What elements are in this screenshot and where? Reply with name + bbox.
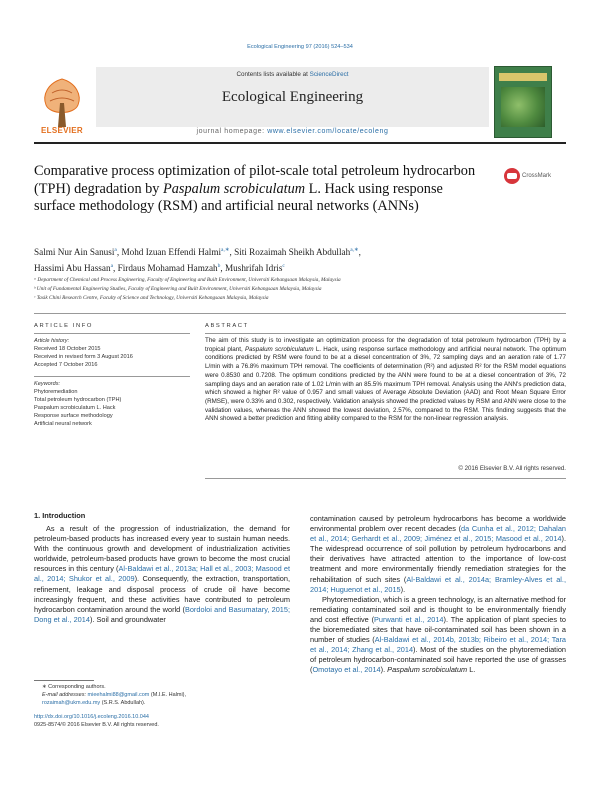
publisher-logo-text: ELSEVIER [41, 126, 83, 135]
citation-link[interactable]: da Cunha et al., 2012; Dahalan et al., 2014; Gerhardt et al., 2009; Jiménez et al., 2015; Masood et al., 2014 [310, 524, 566, 544]
cover-title-band [499, 73, 547, 81]
article-title [34, 163, 484, 216]
intro-text: ). [400, 584, 406, 594]
title-part-3: L. Hack using response surface methodology (RSM) and artificial neural networks (ANNs) [34, 180, 443, 214]
contents-line [96, 71, 489, 78]
crossmark-button[interactable] [500, 166, 560, 192]
history-received: Received 18 October 2015 [34, 346, 101, 352]
article-history [34, 337, 194, 369]
intro-text: ). [380, 665, 388, 675]
affiliation-divider [34, 313, 566, 314]
journal-title: Ecological Engineering [221, 89, 364, 105]
citation-link[interactable]: Al-Baldawi et al., 2014b, 2013b; Ribeiro et al., 2014; Tara et al., 2014; Zhang et al., 2014 [310, 635, 567, 655]
title-part-1: Comparative process optimization of pilot-scale total petroleum hydrocarbon (TPH) degradation by [34, 163, 476, 197]
keyword: Total petroleum hydrocarbon (TPH) [34, 397, 122, 403]
intro-text: ). The widespread occurrence of soil pollution by petroleum hydrocarbons and their derivatives have attracted attention to the importance of low-cost treatment and more environmentally friendly remediation strategies for the rehabilitation of such sites ( [310, 534, 566, 584]
author-name[interactable]: Mushrifah Idris [224, 263, 283, 274]
history-revised: Received in revised form 3 August 2016 [34, 354, 133, 360]
intro-text: L. [467, 665, 476, 675]
keywords-label: Keywords: [34, 381, 61, 387]
cover-picture [501, 87, 545, 127]
citation-link[interactable]: Al-Baldawi et al., 2013a; Hall et al., 2003; Masood et al., 2014; Shukor et al., 2009 [34, 564, 291, 584]
abstract-species: Paspalum scrobiculatum [244, 345, 314, 353]
keyword: Phytoremediation [34, 389, 78, 395]
intro-paragraph [310, 514, 566, 595]
keyword: Artificial neural network [34, 421, 92, 427]
abstract-part-1: The aim of this study is to investigate an optimization process for the degradation of total petroleum hydrocarbon (TPH) by a tropical plant, [205, 337, 566, 353]
abstract-heading: ABSTRACT [205, 323, 249, 329]
intro-text: ). Consequently, the extraction, transportation, refinement, leakage and disposal process of crude oil have become increasingly frequent, and these activities have contributed to petroleum hydrocarbon contamination around the world ( [34, 574, 290, 614]
author-list: Salmi Nur Ain Sanusi$^a$, Mohd Izuan Effendi Halmi$^{a,∗}$, Siti Rozaimah Sheikh Abdullah$^{a,∗}$, Hassimi Abu Hassan$^a$, Firdaus Mohamad Hamzah$^b$, Mushrifah Idris$^c$ [34, 247, 361, 274]
intro-species: Paspalum scrobiculatum [387, 665, 468, 675]
author-name[interactable]: Siti Rozaimah Sheikh Abdullah [234, 247, 351, 258]
intro-text: ). Most of the studies on the phytoremediation of petroleum hydrocarbon-contaminated soil have reported the use of grasses ( [310, 645, 567, 675]
affiliation-a: ᵃ Department of Chemical and Process Engineering, Faculty of Engineering and Built Environment, Universiti Kebangsaan Malaysia, Malaysia [34, 277, 341, 283]
abstract-divider [205, 333, 566, 334]
keywords-list [34, 380, 194, 428]
abstract-copyright: © 2016 Elsevier B.V. All rights reserved. [458, 465, 566, 472]
introduction-heading: 1. Introduction [34, 511, 86, 520]
crossmark-icon [504, 168, 520, 184]
history-label: Article history: [34, 338, 70, 344]
doi-link[interactable]: http://dx.doi.org/10.1016/j.ecoleng.2016.10.044 [34, 714, 149, 720]
author-name[interactable]: Salmi Nur Ain Sanusi [34, 247, 115, 258]
issn-line: 0925-8574/© 2016 Elsevier B.V. All rights reserved. [34, 722, 159, 728]
journal-homepage [96, 128, 489, 135]
header-divider [34, 142, 566, 144]
elsevier-tree-logo-icon [34, 67, 90, 135]
citation-link[interactable]: Omotayo et al., 2014 [312, 665, 381, 675]
footnote-divider [34, 680, 94, 681]
author-affil-marker[interactable]: a [110, 263, 114, 270]
doi-block [34, 713, 290, 729]
abstract-bottom-divider [205, 478, 566, 479]
footnotes [42, 683, 292, 707]
corresponding-note: ∗ Corresponding authors. [42, 684, 106, 690]
affiliation-c: ᶜ Tasik Chini Research Centre, Faculty of Science and Technology, Universiti Kebangsaan Malaysia, Malaysia [34, 295, 269, 301]
author-name[interactable]: Mohd Izuan Effendi Halmi [121, 247, 222, 258]
intro-text: ). Soil and groundwater [89, 614, 166, 624]
citation-link[interactable]: Al-Baldawi et al., 2014a; Bramley-Alves et al., 2014; Huguenot et al., 2015 [310, 574, 566, 594]
journal-citation[interactable]: Ecological Engineering 97 (2016) 524–534 [247, 44, 353, 50]
citation-link[interactable]: Purwanti et al., 2014 [374, 614, 444, 624]
email-label: E-mail addresses: [42, 692, 88, 698]
intro-text: ). The application of plant species to the bioremediated sites that have oil-contaminated soil has been shown in a number of studies ( [310, 614, 566, 645]
email-link[interactable]: mieehalmi88@gmail.com [87, 692, 150, 698]
keywords-divider [34, 376, 190, 377]
homepage-prefix: journal homepage: [196, 128, 268, 135]
intro-text: Phytoremediation, which is a green technology, is an alternative method for remediating contaminated soil and is thought to be environmentally friendly and cost effective ( [310, 594, 566, 624]
article-info-divider [34, 333, 190, 334]
email-link[interactable]: rozaimah@ukm.edu.my [42, 700, 101, 706]
intro-left-column [34, 524, 290, 625]
email-owner: (S.R.S. Abdullah). [100, 700, 146, 706]
email-owner: (M.I.E. Halmi), [149, 692, 187, 698]
intro-paragraph [310, 595, 566, 676]
history-accepted: Accepted 7 October 2016 [34, 362, 98, 368]
sciencedirect-link[interactable]: ScienceDirect [309, 71, 349, 78]
affiliation-b: ᵇ Unit of Fundamental Engineering Studies, Faculty of Engineering and Built Environment, Universiti Kebangsaan Malaysia, Malaysia [34, 286, 322, 292]
contents-prefix: Contents lists available at [236, 71, 310, 78]
author-affil-marker[interactable]: c [282, 263, 285, 270]
author-affil-marker[interactable]: a,∗ [221, 247, 230, 253]
abstract-text [205, 337, 566, 424]
article-info-heading: ARTICLE INFO [34, 323, 94, 329]
author-affil-marker[interactable]: a,∗ [350, 247, 359, 253]
intro-text: As a result of the progression of industrialization, the demand for petroleum-based products has increased every year to sustain human needs. With the continuous growth and development of industrialization activities worldwide, petroleum-based products have grown to become the most crucial resources in this century ( [34, 524, 290, 574]
abstract-part-2: L. Hack, using response surface methodology and artificial neural network. The optimum conditions predicted by RSM were found to be at a diesel concentration of 3%, 72 sampling days and an aeration rate of 1.77 L/min with a 76.8% maximum TPH removal. The coefficients of determination (R²) and adjusted R² for the RSM model equations were 0.8530 and 0.7208. The optimum conditions predicted by the ANN were found to be at a diesel concentration of 3%, 72 sampling days and an aeration rate of 1.02 L/min with an 85.5% maximum TPH removal. Analysis using the ANN's prediction data, which showed a higher R² value of 0.957 and small values of Average Absolute Deviation (AAD) and Root Mean Square Error (RMSE), were 0.33% and 0.302, respectively. Validation analysis showed the predicted values by RSM and ANN were close to the validation values, whereas the ANN showed the lowest deviation, 2.57%, compared to the RSM. This finding suggests that the ANN showed a better prediction and fitting ability compared to the RSM for the non-linear regression analysis. [205, 345, 566, 423]
keyword: Paspalum scrobiculatum L. Hack [34, 405, 116, 411]
crossmark-label: CrossMark [522, 173, 552, 179]
intro-text: contamination caused by petroleum hydrocarbons has become a worldwide environmental problem over recent decades ( [310, 514, 566, 534]
journal-cover-image [494, 66, 552, 138]
author-affil-marker[interactable]: a [114, 247, 117, 253]
homepage-link[interactable]: www.elsevier.com/locate/ecoleng [267, 128, 389, 135]
title-species: Paspalum scrobiculatum [163, 180, 306, 197]
keyword: Response surface methodology [34, 413, 113, 419]
author-name[interactable]: Firdaus Mohamad Hamzah [117, 263, 218, 274]
citation-link[interactable]: Bordoloi and Basumatary, 2015; Dong et al., 2014 [34, 604, 290, 624]
intro-right-column [310, 514, 566, 676]
author-name[interactable]: Hassimi Abu Hassan [34, 263, 111, 274]
author-affil-marker[interactable]: b [217, 263, 221, 270]
